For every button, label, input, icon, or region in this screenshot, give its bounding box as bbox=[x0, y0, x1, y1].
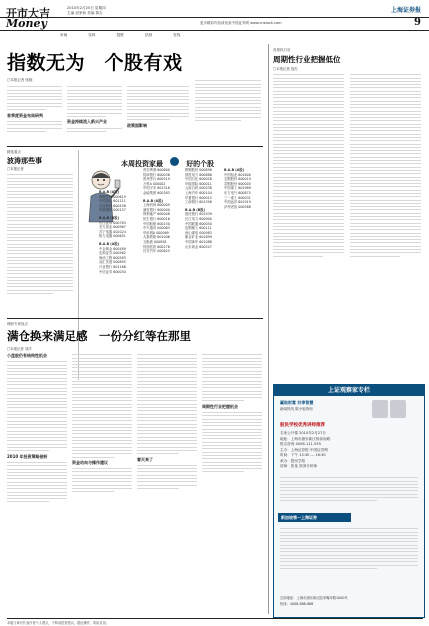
ad-line: 主办：上海证券报·中国证券网 bbox=[280, 447, 328, 452]
stock-item: 长安汽车 000625 bbox=[143, 249, 170, 254]
stock-item: 紫金矿业 601899 bbox=[185, 235, 212, 240]
stock-item: 中国石化 600028 bbox=[185, 177, 212, 182]
stock-item: 西山煤电 000983 bbox=[185, 230, 212, 235]
stock-item: 中国平安 601318 bbox=[143, 186, 170, 191]
paper-name: 上海证券报 bbox=[390, 7, 421, 14]
stock-item: 五粮液 000858 bbox=[143, 239, 167, 244]
stock-item: 万科A 000002 bbox=[143, 181, 166, 186]
lead-byline: □本报记者 张晓 bbox=[7, 78, 33, 82]
stock-item: 青岛啤酒 600600 bbox=[143, 168, 170, 172]
stock-item: 恒瑞医药 600276 bbox=[143, 244, 170, 249]
stock-item: 双汇发展 000895 bbox=[99, 260, 126, 265]
stock-item: 长江证券 000783 bbox=[99, 220, 126, 225]
page-number: 9 bbox=[414, 17, 421, 28]
stock-item: 中金黄金 600489 bbox=[99, 246, 126, 251]
stock-item: 上海机场 600009 bbox=[143, 203, 170, 208]
stock-item: 中联重科 000157 bbox=[99, 208, 126, 213]
stock-panel-title-a: 本周投资家最 bbox=[121, 159, 163, 168]
stock-item: 华侨城A 000069 bbox=[143, 230, 169, 235]
section-name-cn: 开市大吉 bbox=[6, 7, 50, 20]
ad-bottom-lines bbox=[280, 526, 418, 571]
ad-line: 承办：股民学校 bbox=[280, 458, 306, 463]
masthead bbox=[0, 0, 429, 42]
ad-lines bbox=[280, 431, 418, 470]
footer-note: 本版文章仅代表作者个人观点，不构成投资建议。据此操作，风险自担。 bbox=[7, 621, 109, 625]
right-story bbox=[273, 48, 423, 378]
ad-address-1: 总部地址：上海市浦东新区陆家嘴环路1000号 bbox=[280, 596, 348, 600]
right-byline: □本报记者 钱杰 bbox=[273, 67, 298, 71]
ad-avatar bbox=[372, 400, 388, 418]
feature-story bbox=[7, 322, 263, 617]
stock-item: 民生银行 600016 bbox=[143, 216, 170, 221]
right-headline: 周期性行业把握低位 bbox=[273, 55, 341, 64]
stock-item: 中国联通 600050 bbox=[185, 221, 212, 226]
stock-item: 宝钛股份 600456 bbox=[99, 203, 126, 208]
ad-tagline: 新闻热线 陈小姐咨询 bbox=[280, 407, 313, 411]
stock-item: 保利地产 600048 bbox=[143, 212, 170, 217]
stock-group-label-6: B.A.B (A股) bbox=[224, 168, 245, 172]
lead-col-3 bbox=[127, 84, 189, 131]
stock-item: 中国铝业 601600 bbox=[224, 172, 251, 177]
main-column-divider bbox=[268, 44, 269, 614]
lead-col-1 bbox=[7, 84, 62, 134]
feature-byline: □本报记者 刘洋 bbox=[7, 347, 32, 351]
feature-subhead-2: 2010 年投资策略剖析 bbox=[7, 453, 48, 459]
stock-item: 北方创业 600967 bbox=[99, 225, 126, 230]
nav-item-invest[interactable]: 投资 bbox=[116, 33, 124, 37]
pick-body bbox=[7, 172, 73, 296]
stock-panel-emblem bbox=[170, 157, 179, 166]
lead-subhead-1: 首季度资金布局研判 bbox=[7, 112, 43, 118]
right-col-1 bbox=[273, 72, 344, 259]
stock-item: 格力电器 000651 bbox=[99, 234, 126, 239]
feature-kicker: 理财专家视点 bbox=[7, 322, 28, 326]
stock-item: 建设银行 601939 bbox=[185, 212, 212, 217]
stock-item: 宝钢股份 600019 bbox=[224, 177, 251, 182]
stock-group-label-4: B.A.B (A股) bbox=[143, 198, 164, 203]
ad-line: 时间：下午 13:30 — 16:30 bbox=[280, 453, 326, 457]
stock-list-2 bbox=[143, 168, 183, 254]
lead-col-2 bbox=[67, 84, 122, 134]
pick-kicker: 精选看点 bbox=[7, 150, 21, 154]
stock-item: 泸州老窖 000568 bbox=[224, 204, 251, 209]
lead-subhead-2: 资金持续流入新兴产业 bbox=[67, 119, 107, 125]
promo-line: 更多精彩内容请登录中国证券网 www.cnstock.com bbox=[200, 21, 282, 25]
feature-headline: 满仓换来满足感 一份分红等在那里 bbox=[7, 329, 191, 343]
stock-item: 三一重工 600031 bbox=[224, 195, 251, 200]
stock-item: 兴业银行 601166 bbox=[99, 264, 126, 269]
lead-col-4 bbox=[195, 78, 261, 123]
stock-item: 浦发银行 600000 bbox=[143, 207, 170, 212]
stock-item: 华能国际 600011 bbox=[185, 181, 212, 186]
stock-item: 包钢稀土 600111 bbox=[185, 226, 212, 231]
stock-group-label-2: B.A.B (B股) bbox=[99, 215, 120, 220]
feature-subhead-3: 资金动向与操作建议 bbox=[72, 459, 108, 465]
pick-title: 波涛那些事 bbox=[7, 156, 42, 165]
stock-item: 苏宁电器 002024 bbox=[99, 229, 126, 234]
stock-item: 海螺型材 000619 bbox=[99, 194, 126, 199]
stock-item: 中国船舶 600150 bbox=[143, 221, 170, 226]
ad-inner-title: 股民学校优秀讲师推荐 bbox=[280, 423, 325, 428]
feature-subhead-4: 春天来了 bbox=[137, 456, 153, 462]
stock-panel-title-b: 好的个股 bbox=[186, 159, 215, 168]
lead-story bbox=[7, 48, 262, 143]
editor-line: 主编 邱家和 美编 陈吉 bbox=[67, 11, 103, 15]
nav-item-online[interactable]: 在线 bbox=[173, 33, 181, 37]
right-kicker: 首席执行官 bbox=[273, 48, 291, 52]
ad-avatar bbox=[390, 400, 406, 418]
feature-col-2 bbox=[72, 352, 132, 494]
feature-subhead-1: 小盘股仍有结构性机会 bbox=[7, 353, 47, 358]
stock-item: 上海汽车 600104 bbox=[185, 190, 212, 195]
stock-group-label-5: B.A.B (B股) bbox=[185, 207, 206, 212]
stock-list-4 bbox=[224, 168, 262, 209]
nav-item-entity[interactable]: 实体 bbox=[88, 33, 96, 37]
stock-item: 工商银行 601398 bbox=[185, 200, 212, 205]
stock-item: 云南白药 000538 bbox=[185, 186, 212, 191]
ad-title: 上证观察家专栏 bbox=[274, 385, 424, 396]
ad-line: 名家公开课 2010年2月27日 bbox=[280, 431, 326, 435]
lead-bottom-rule bbox=[7, 146, 263, 147]
stock-item: 鞍钢股份 000898 bbox=[185, 168, 212, 172]
stock-item: 武钢股份 600005 bbox=[224, 181, 251, 186]
stock-group-label-3: B.A.B (A股) bbox=[99, 241, 120, 246]
pick-byline: □本报记者 bbox=[7, 167, 24, 171]
ad-line: 讲师：张某 资深分析师 bbox=[280, 464, 318, 468]
stock-item: 长江电力 600900 bbox=[185, 216, 212, 221]
stock-item: 中国重工 601989 bbox=[224, 186, 251, 191]
stock-list-1 bbox=[99, 168, 141, 274]
feature-top-rule bbox=[7, 318, 263, 319]
feature-side-head: 周期性行业把握机会 bbox=[202, 403, 238, 409]
ad-body bbox=[280, 475, 418, 504]
stock-item: 中国神华 601088 bbox=[185, 239, 212, 244]
ad-line: 报名咨询 4006-111-555 bbox=[280, 442, 321, 446]
ad-subtitle: 赢取财富 共享智慧 bbox=[280, 400, 314, 405]
ad-bottom-head: 新加坡第一上海证券 bbox=[278, 513, 351, 522]
stock-item: 山东黄金 600547 bbox=[185, 244, 212, 249]
date-line: 2010年2月25日 星期四 bbox=[67, 6, 106, 10]
footer-rule bbox=[7, 618, 423, 619]
stock-item: 中兴通讯 000063 bbox=[143, 226, 170, 231]
feature-col-1 bbox=[7, 352, 67, 505]
stock-item: 大秦铁路 601006 bbox=[143, 235, 170, 240]
stock-item: 中信证券 600030 bbox=[99, 269, 126, 274]
feature-col-3 bbox=[137, 352, 197, 491]
feature-col-4 bbox=[202, 352, 262, 475]
stock-item: 金地集团 600383 bbox=[143, 190, 170, 195]
stock-item: 宏源证券 000562 bbox=[99, 251, 126, 256]
stock-item: 贵州茅台 600519 bbox=[143, 177, 170, 182]
stock-item: 中国远洋 601919 bbox=[224, 200, 251, 205]
stock-item: 招商银行 600036 bbox=[143, 172, 170, 177]
stock-item: 海油工程 600583 bbox=[99, 255, 126, 260]
stock-group-label-1: B.A.B (A股) bbox=[99, 190, 120, 194]
section-nav bbox=[60, 21, 180, 40]
stock-item: 东方电气 600875 bbox=[224, 190, 251, 195]
section-name-en: Money bbox=[6, 17, 47, 30]
stock-item: 中国国航 601111 bbox=[99, 199, 126, 204]
right-col-2 bbox=[350, 72, 421, 259]
ad-line: 地址：上海市浦东新区杨高南路 bbox=[280, 436, 331, 441]
nav-item-law[interactable]: 法治 bbox=[144, 33, 153, 37]
ad-address-2: 热线：4008-888-888 bbox=[280, 602, 314, 606]
ad-block bbox=[273, 384, 425, 618]
stock-item: 华夏银行 600015 bbox=[185, 195, 212, 200]
stock-panel bbox=[81, 150, 263, 310]
lead-subhead-3: 政策面影响 bbox=[127, 122, 147, 128]
nav-item-market[interactable]: 市场 bbox=[60, 33, 68, 37]
section-bar bbox=[0, 17, 429, 37]
stock-list-3 bbox=[185, 168, 223, 249]
lead-headline: 指数无为 个股有戏 bbox=[7, 52, 183, 74]
stock-item: 国投电力 600886 bbox=[185, 172, 212, 177]
